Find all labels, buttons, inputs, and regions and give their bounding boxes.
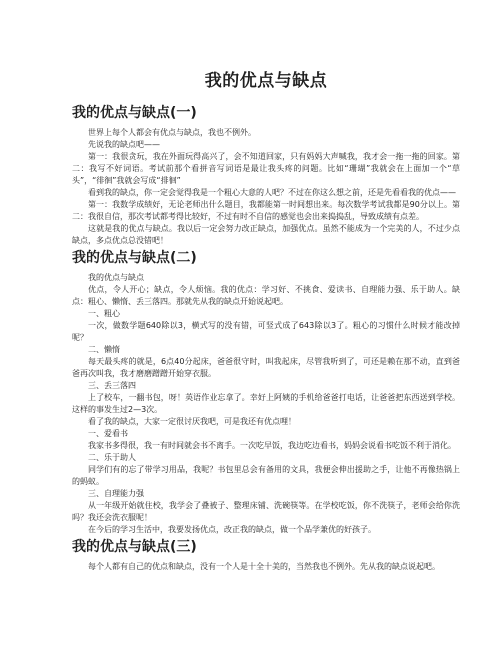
section-heading: 我的优点与缺点(二) bbox=[72, 250, 197, 266]
paragraph: 三、丢三落四 bbox=[88, 381, 136, 390]
paragraph: 二、乐于助人 bbox=[88, 453, 136, 462]
paragraph: 看了我的缺点，大家一定很讨厌我吧，可是我还有优点哩！ bbox=[88, 417, 296, 426]
paragraph: 第一：我数学成绩好，无论老师出什么题目，我都能第一时间想出来。每次数学考试我都是90分以上。第二：我很自信，那次考试都考得比较好，不过有时不自信的感觉也会出来捣捣乱，导致成绩有点差。 bbox=[72, 200, 460, 221]
paragraph: 我的优点与缺点 bbox=[88, 273, 144, 282]
paragraph: 三、自理能力强 bbox=[88, 489, 144, 498]
document-title: 我的优点与缺点 bbox=[204, 71, 328, 91]
paragraph: 先说我的缺点吧—— bbox=[88, 140, 160, 149]
paragraph: 在今后的学习生活中，我要发扬优点，改正我的缺点，做一个品学兼优的好孩子。 bbox=[88, 525, 376, 534]
paragraph: 每个人都有自己的优点和缺点，没有一个人是十全十美的，当然我也不例外。先从我的缺点说起吧。 bbox=[88, 562, 440, 571]
paragraph: 同学们有的忘了带学习用品，我呢？书包里总会有备用的文具，我便会伸出援助之手，让他不再像热锅上的蚂蚁。 bbox=[72, 465, 460, 486]
essay-section-2 bbox=[72, 249, 460, 536]
paragraph: 我家书多得很，我一有时间就会书不离手。一次吃早饭，我边吃边看书，妈妈会说看书吃饭不利于消化。 bbox=[88, 441, 456, 450]
paragraph: 每天最头疼的就是，6点40分起床，爸爸很守时，叫我起床，尽管我听到了，可还是赖在那不动，直到爸爸再次叫我，我才磨磨蹭蹭开始穿衣服。 bbox=[72, 357, 460, 378]
paragraph: 一、爱看书 bbox=[88, 429, 128, 438]
paragraph: 从一年级开始就住校，我学会了叠被子、整理床铺、洗碗筷等。在学校吃饭，你不洗筷子，老师会给你洗吗？我还会洗衣服呢！ bbox=[72, 501, 460, 522]
paragraph: 一次，做数学题640除以3，横式写的没有错，可竖式成了643除以3了。粗心的习惯什么时候才能改掉呢？ bbox=[72, 321, 460, 342]
section-heading: 我的优点与缺点(三) bbox=[72, 539, 197, 555]
paragraph: 一、粗心 bbox=[88, 309, 120, 318]
paragraph: 上了校车，一翻书包，呀！英语作业忘拿了。幸好上阿姨的手机给爸爸打电话，让爸爸把东西送到学校。这样的事发生过2—3次。 bbox=[72, 393, 460, 414]
paragraph: 这就是我的优点与缺点。我以后一定会努力改正缺点，加强优点。虽然不能成为一个完美的人，不过少点缺点，多点优点总没错吧！ bbox=[72, 224, 460, 245]
paragraph: 世界上每个人都会有优点与缺点，我也不例外。 bbox=[88, 128, 256, 137]
paragraph: 第一：我很贪玩，我在外面玩得高兴了，会不知道回家，只有妈妈大声喊我，我才会一拖一拖的回家。第二：我写不好词语。考试前那个看拼音写词语是最让我头疼的问题。比如“珊瑚”我就会在上面加一个“草头”，“徘徊”我就会写成“排徊” bbox=[72, 152, 460, 185]
paragraph: 二、懒惰 bbox=[88, 345, 120, 354]
section-heading: 我的优点与缺点(一) bbox=[72, 105, 197, 121]
essay-section-3 bbox=[72, 538, 460, 573]
essay-section-1 bbox=[72, 104, 460, 247]
paragraph: 优点，令人开心；缺点，令人烦恼。我的优点：学习好、不挑食、爱读书、自理能力强、乐于助人。缺点：粗心、懒惰、丢三落四。那就先从我的缺点开始说起吧。 bbox=[72, 285, 460, 306]
paragraph: 看到我的缺点，你一定会觉得我是一个粗心大意的人吧？不过在你这么想之前，还是先看看我的优点—— bbox=[88, 188, 456, 197]
